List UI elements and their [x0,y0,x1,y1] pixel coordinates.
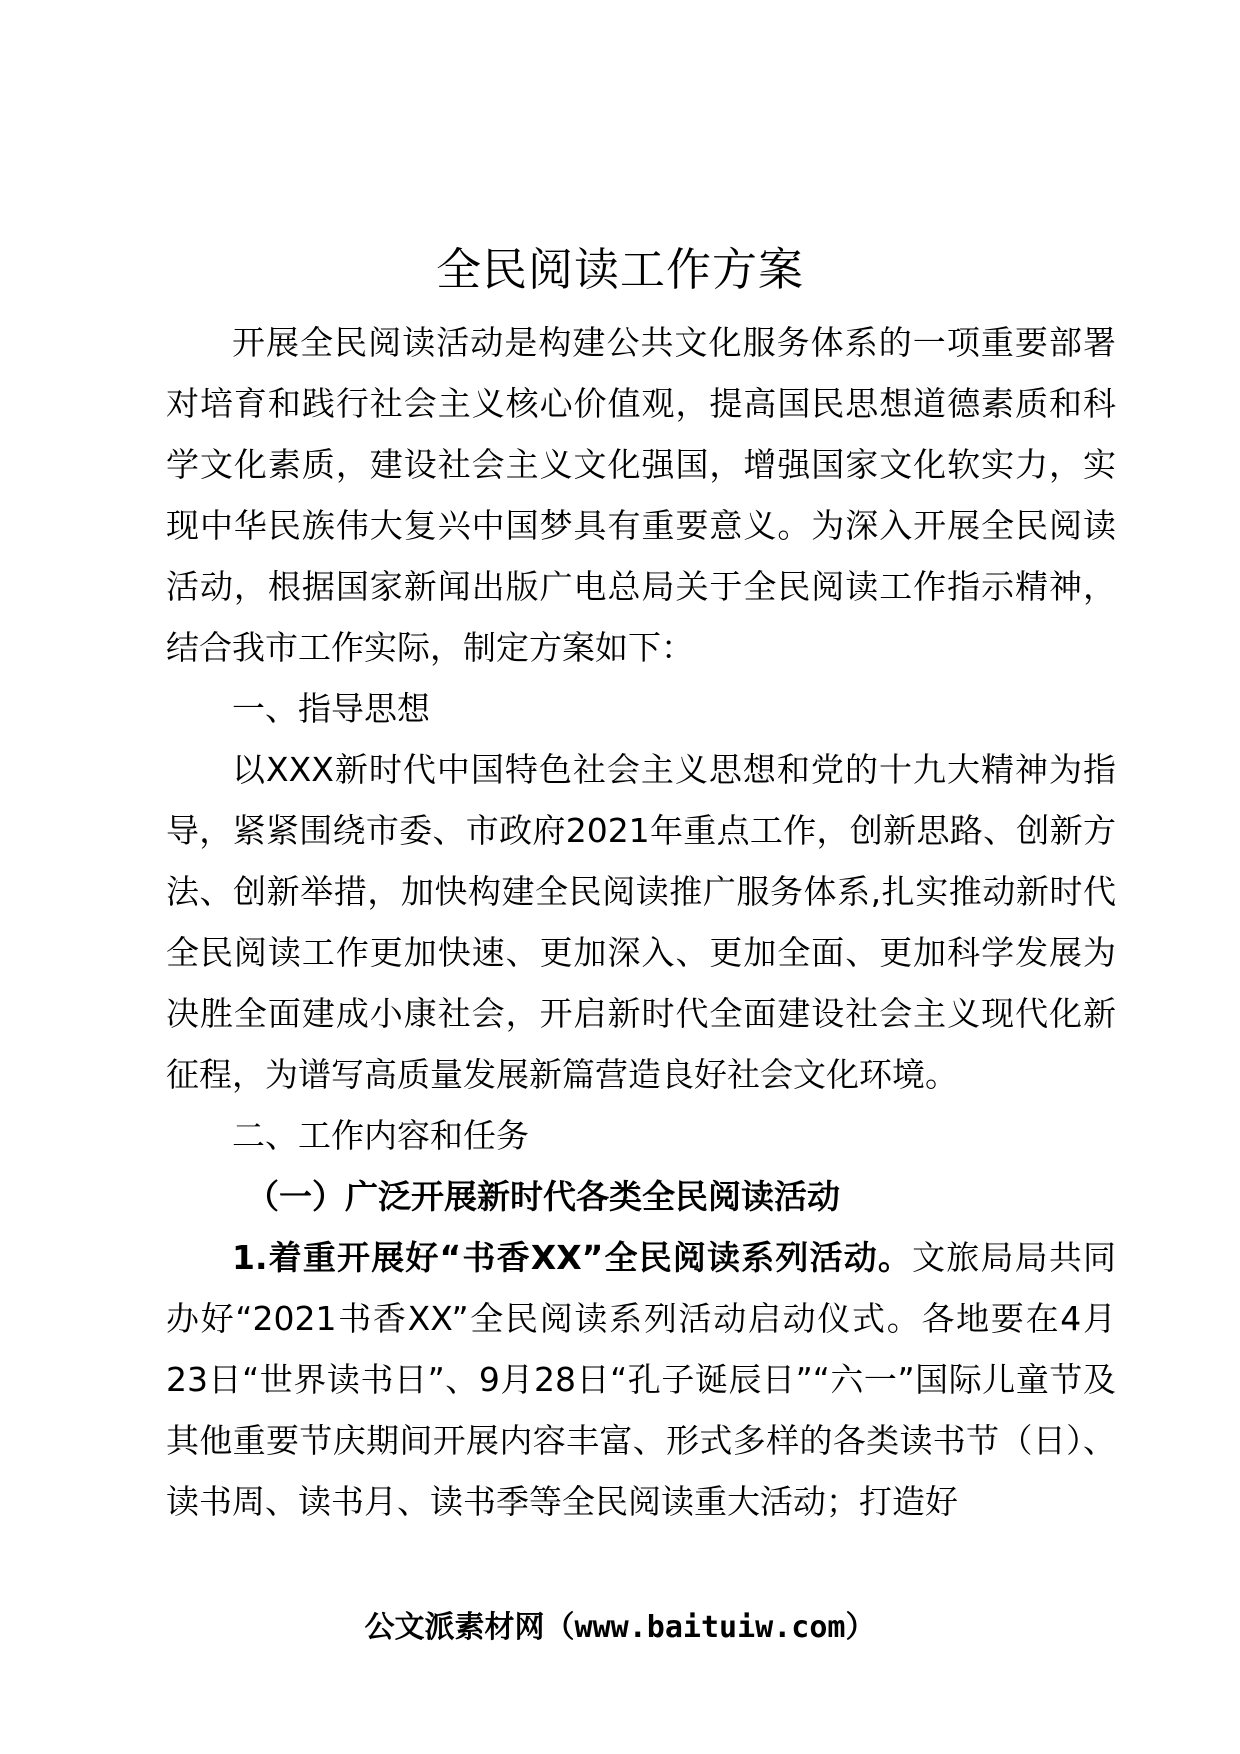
page-footer [0,1608,1240,1648]
document-body [166,312,1116,1532]
footer-site-url: （www.baituiw.com） [544,1610,876,1645]
item-1-text: 文旅局局共同办好“2021书香XX”全民阅读系列活动启动仪式。各地要在4月23日“世界读书日”、9月28日“孔子诞辰日”“六一”国际儿童节及其他重要节庆期间开展内容丰富、形式多样的各类读书节（日）、读书周、读书月、读书季等全民阅读重大活动；打造好 [166,1238,1117,1521]
item-1-paragraph [166,1227,1116,1532]
document-title: 全民阅读工作方案 [435,243,804,296]
subsection-heading-activities: （一）广泛开展新时代各类全民阅读活动 [246,1177,840,1216]
section-heading-tasks: 二、工作内容和任务 [232,1116,529,1155]
intro-paragraph: 开展全民阅读活动是构建公共文化服务体系的一项重要部署对培育和践行社会主义核心价值观，提高国民思想道德素质和科学文化素质，建设社会主义文化强国，增强国家文化软实力，实现中华民族伟大复兴中国梦具有重要意义。为深入开展全民阅读活动，根据国家新闻出版广电总局关于全民阅读工作指示精神，结合我市工作实际，制定方案如下： [166,323,1116,667]
guiding-paragraph: 以XXX新时代中国特色社会主义思想和党的十九大精神为指导，紧紧围绕市委、市政府2021年重点工作，创新思路、创新方法、创新举措，加快构建全民阅读推广服务体系,扎实推动新时代全民阅读工作更加快速、更加深入、更加全面、更加科学发展为决胜全面建成小康社会，开启新时代全面建设社会主义现代化新征程，为谱写高质量发展新篇营造良好社会文化环境。 [166,750,1116,1094]
item-1-lead: 1.着重开展好“书香XX”全民阅读系列活动。 [232,1238,913,1277]
section-heading-guiding: 一、指导思想 [232,689,430,728]
footer-site-name: 公文派素材网 [364,1610,545,1645]
